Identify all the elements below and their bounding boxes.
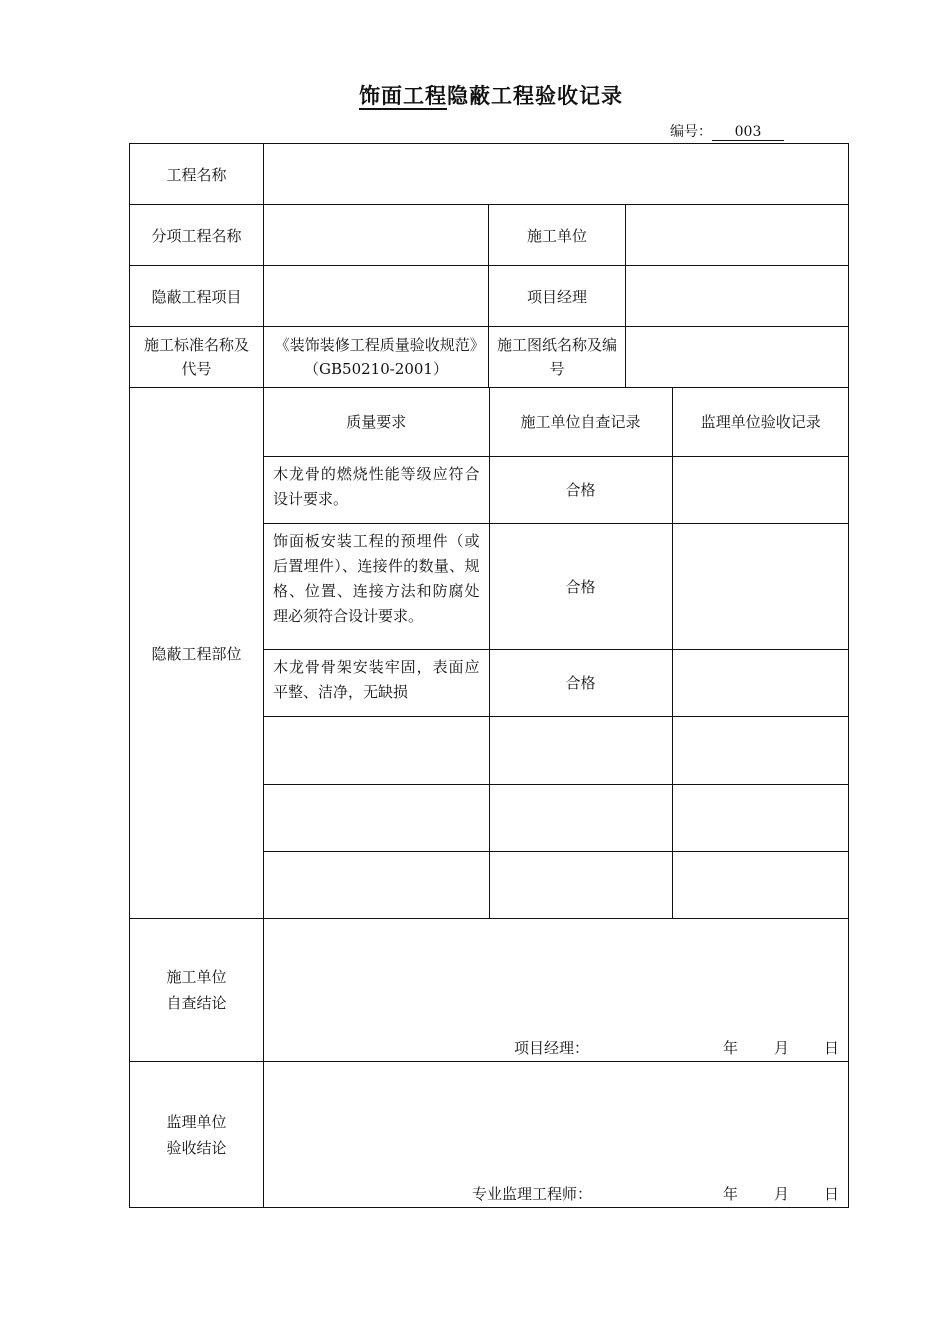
- standard-label: 施工标准名称及代号: [130, 327, 264, 388]
- hidden-location-label: 隐蔽工程部位: [130, 388, 264, 919]
- inspection-row: [264, 851, 849, 918]
- sub-project-field[interactable]: [264, 205, 489, 266]
- self-conclusion-row: [130, 919, 849, 1062]
- inspection-row: [264, 523, 849, 649]
- self-check-result[interactable]: [489, 716, 672, 784]
- drawing-field[interactable]: [626, 327, 849, 388]
- inspection-header-row: [264, 388, 849, 456]
- self-conclusion-label-line1: 施工单位: [166, 968, 227, 986]
- serial-number: 003: [712, 124, 784, 141]
- standard-row: [130, 327, 849, 388]
- supervision-result[interactable]: [672, 523, 849, 649]
- supervision-conclusion-label-line2: 验收结论: [166, 1138, 227, 1157]
- self-check-result[interactable]: [489, 851, 672, 918]
- sub-project-row: [130, 205, 849, 266]
- year-label: 年: [723, 1039, 739, 1057]
- drawing-label: 施工图纸名称及编号: [489, 327, 626, 388]
- supervision-engineer-signer-label: 专业监理工程师：: [472, 1185, 593, 1203]
- supervision-conclusion-field[interactable]: [264, 1062, 849, 1208]
- header-quality-requirement: 质量要求: [264, 388, 489, 456]
- header-self-check-record: 施工单位自查记录: [489, 388, 672, 456]
- requirement-text: 木龙骨的燃烧性能等级应符合设计要求。: [264, 456, 489, 523]
- day-label: 日: [824, 1185, 840, 1203]
- serial-number-field: [670, 121, 784, 141]
- hidden-item-row: [130, 266, 849, 327]
- self-check-result[interactable]: 合格: [489, 456, 672, 523]
- inspection-row: [264, 456, 849, 523]
- inspection-row: [264, 649, 849, 716]
- supervision-conclusion-row: [130, 1062, 849, 1208]
- day-label: 日: [824, 1039, 840, 1057]
- project-manager-signer-label: 项目经理：: [514, 1039, 590, 1057]
- self-check-result[interactable]: [489, 784, 672, 851]
- inspection-row: [264, 784, 849, 851]
- acceptance-record-table: [129, 143, 849, 1208]
- year-label: 年: [723, 1185, 739, 1203]
- supervision-result[interactable]: [672, 716, 849, 784]
- requirement-text: 饰面板安装工程的预埋件（或后置埋件）、连接件的数量、规格、位置、连接方法和防腐处理必须符合设计要求。: [264, 523, 489, 649]
- standard-value: 《装饰装修工程质量验收规范》（GB50210-2001）: [264, 327, 489, 388]
- self-signature-line: [514, 1037, 848, 1058]
- supervision-result[interactable]: [672, 851, 849, 918]
- supervision-result[interactable]: [672, 649, 849, 716]
- project-name-label: 工程名称: [130, 144, 264, 205]
- inspection-table: [264, 388, 849, 918]
- self-check-result[interactable]: 合格: [489, 523, 672, 649]
- self-conclusion-label-line2: 自查结论: [166, 994, 227, 1012]
- construction-unit-field[interactable]: [626, 205, 849, 266]
- requirement-text[interactable]: [264, 851, 489, 918]
- sub-project-label: 分项工程名称: [130, 205, 264, 266]
- document-title: [0, 80, 950, 110]
- supervision-conclusion-label: [130, 1062, 264, 1208]
- month-label: 月: [774, 1039, 790, 1057]
- hidden-item-label: 隐蔽工程项目: [130, 266, 264, 327]
- project-name-row: [130, 144, 849, 205]
- inspection-row: [264, 716, 849, 784]
- header-supervision-record: 监理单位验收记录: [672, 388, 849, 456]
- project-manager-label: 项目经理: [489, 266, 626, 327]
- self-conclusion-field[interactable]: [264, 919, 849, 1062]
- requirement-text[interactable]: [264, 784, 489, 851]
- supervision-result[interactable]: [672, 456, 849, 523]
- requirement-text[interactable]: [264, 716, 489, 784]
- supervision-result[interactable]: [672, 784, 849, 851]
- construction-unit-label: 施工单位: [489, 205, 626, 266]
- self-check-result[interactable]: 合格: [489, 649, 672, 716]
- month-label: 月: [774, 1185, 790, 1203]
- serial-label: 编号：: [670, 124, 712, 140]
- supervision-signature-line: [472, 1183, 848, 1204]
- project-manager-field[interactable]: [626, 266, 849, 327]
- inspection-section-row: [130, 388, 849, 919]
- title-underlined-part: 饰面工程: [359, 84, 447, 108]
- title-rest: 隐蔽工程验收记录: [447, 84, 623, 108]
- self-conclusion-label: [130, 919, 264, 1062]
- supervision-conclusion-label-line1: 监理单位: [166, 1112, 227, 1131]
- project-name-field[interactable]: [264, 144, 849, 205]
- requirement-text: 木龙骨骨架安装牢固，表面应平整、洁净，无缺损: [264, 649, 489, 716]
- hidden-item-field[interactable]: [264, 266, 489, 327]
